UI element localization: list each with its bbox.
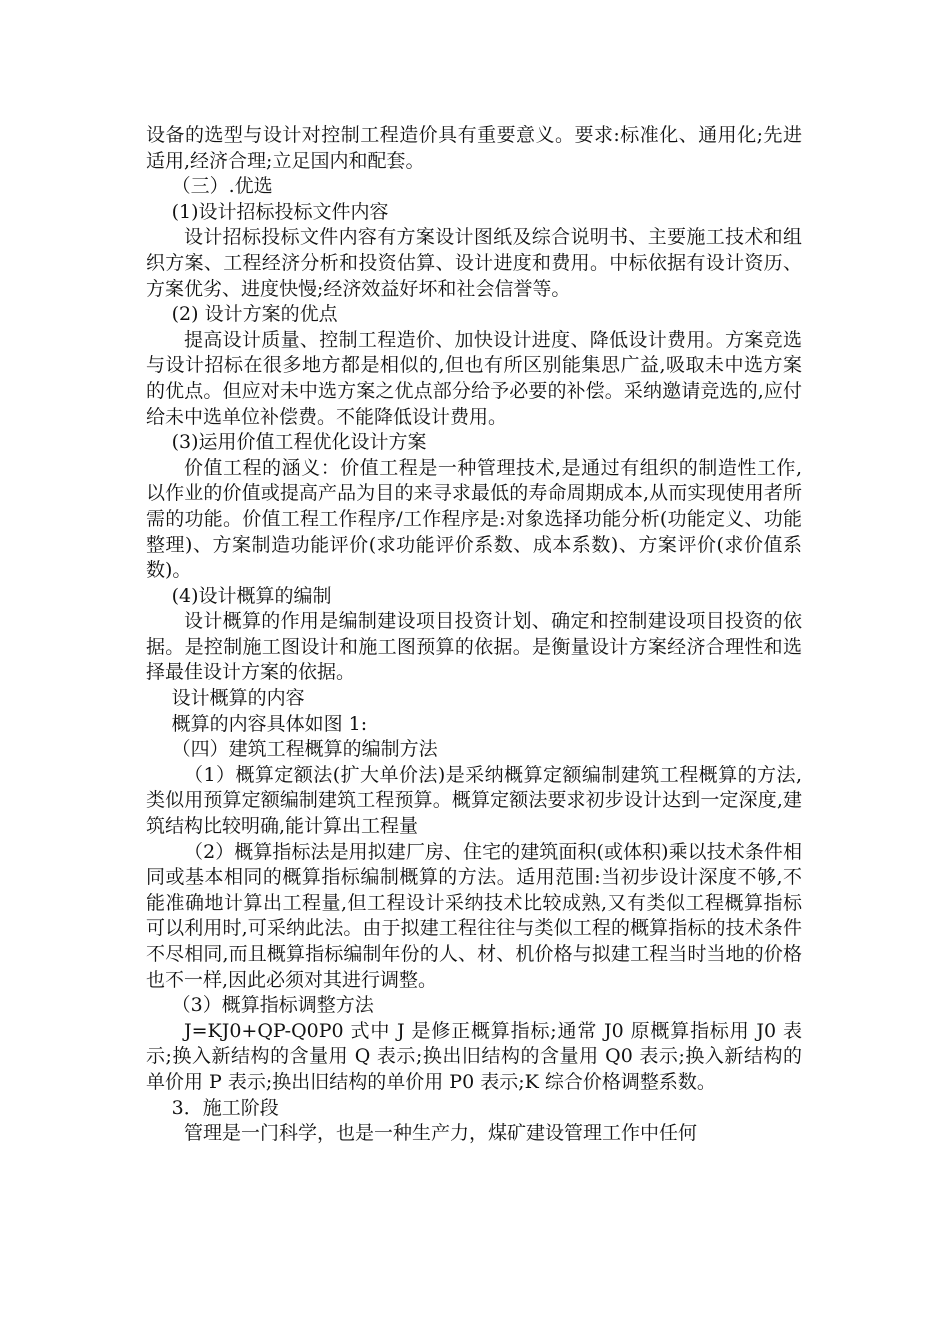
section-heading-estimate-methods: （四）建筑工程概算的编制方法 [171,738,438,761]
paragraph-index-method: （2）概算指标法是用拟建厂房、住宅的建筑面积(或体积)乘以技术条件相同或基本相同的概算指标编制概算的方法。适用范围:当初步设计深度不够,不能准确地计算出工程量,但工程设计采纳技术比较成熟,又有类似工程概算指标可以利用时,可采纳此法。由于拟建工程往往与类似工程的概算指标的技术条件不尽相同,而且概算指标编制年份的人、材、机价格与拟建工程当时当地的价格也不一样,因此必须对其进行调整。 [146,840,802,991]
section-heading-construction-phase: 3．施工阶段 [171,1096,279,1119]
paragraph-design-advantages: 提高设计质量、控制工程造价、加快设计进度、降低设计费用。方案竞选与设计招标在很多地方都是相似的,但也有所区别能集思广益,吸取未中选方案的优点。但应对未中选方案之优点部分给予必要的补偿。采纳邀请竞选的,应付给未中选单位补偿费。不能降低设计费用。 [146,328,802,428]
paragraph-bidding-documents: 设计招标投标文件内容有方案设计图纸及综合说明书、主要施工技术和组织方案、工程经济分析和投资估算、设计进度和费用。中标依据有设计资历、方案优劣、进度快慢;经济效益好坏和社会信誉等。 [146,226,802,300]
paragraph-budget-estimate: 设计概算的作用是编制建设项目投资计划、确定和控制建设项目投资的依据。是控制施工图设计和施工图预算的依据。是衡量设计方案经济合理性和选择最佳设计方案的依据。 [146,610,802,684]
paragraph-adjustment-formula: J=KJ0+QP-Q0P0 式中 J 是修正概算指标;通常 J0 原概算指标用 J0 表示;换入新结构的含量用 Q 表示;换出旧结构的含量用 Q0 表示;换入新结构的单价用 P 表示;换出旧结构的单价用 P0 表示;K 综合价格调整系数。 [146,1019,802,1093]
subheading-value-engineering: (3)运用价值工程优化设计方案 [171,431,427,454]
document-body [146,123,802,1147]
paragraph-estimate-figure-reference: 概算的内容具体如图 1: [171,712,368,735]
subheading-estimate-content: 设计概算的内容 [171,687,305,710]
subheading-design-advantages: (2) 设计方案的优点 [171,303,338,326]
paragraph-management: 管理是一门科学，也是一种生产力，煤矿建设管理工作中任何 [184,1122,698,1145]
section-heading-optimization: （三）.优选 [171,175,273,198]
subheading-budget-estimate: (4)设计概算的编制 [171,584,332,607]
paragraph-value-engineering: 价值工程的涵义：价值工程是一种管理技术,是通过有组织的制造性工作,以作业的价值或提高产品为目的来寻求最低的寿命周期成本,从而实现使用者所需的功能。价值工程工作程序/工作程序是:对象选择功能分析(功能定义、功能整理)、方案制造功能评价(求功能评价系数、成本系数)、方案评价(求价值系数)。 [146,456,802,582]
paragraph-equipment-selection: 设备的选型与设计对控制工程造价具有重要意义。要求:标准化、通用化;先进适用,经济合理;立足国内和配套。 [146,124,802,172]
subheading-index-adjustment: （3）概算指标调整方法 [171,994,374,1017]
paragraph-quota-method: （1）概算定额法(扩大单价法)是采纳概算定额编制建筑工程概算的方法,类似用预算定额编制建筑工程预算。概算定额法要求初步设计达到一定深度,建筑结构比较明确,能计算出工程量 [146,763,802,838]
subheading-bidding-documents: (1)设计招标投标文件内容 [171,200,389,223]
